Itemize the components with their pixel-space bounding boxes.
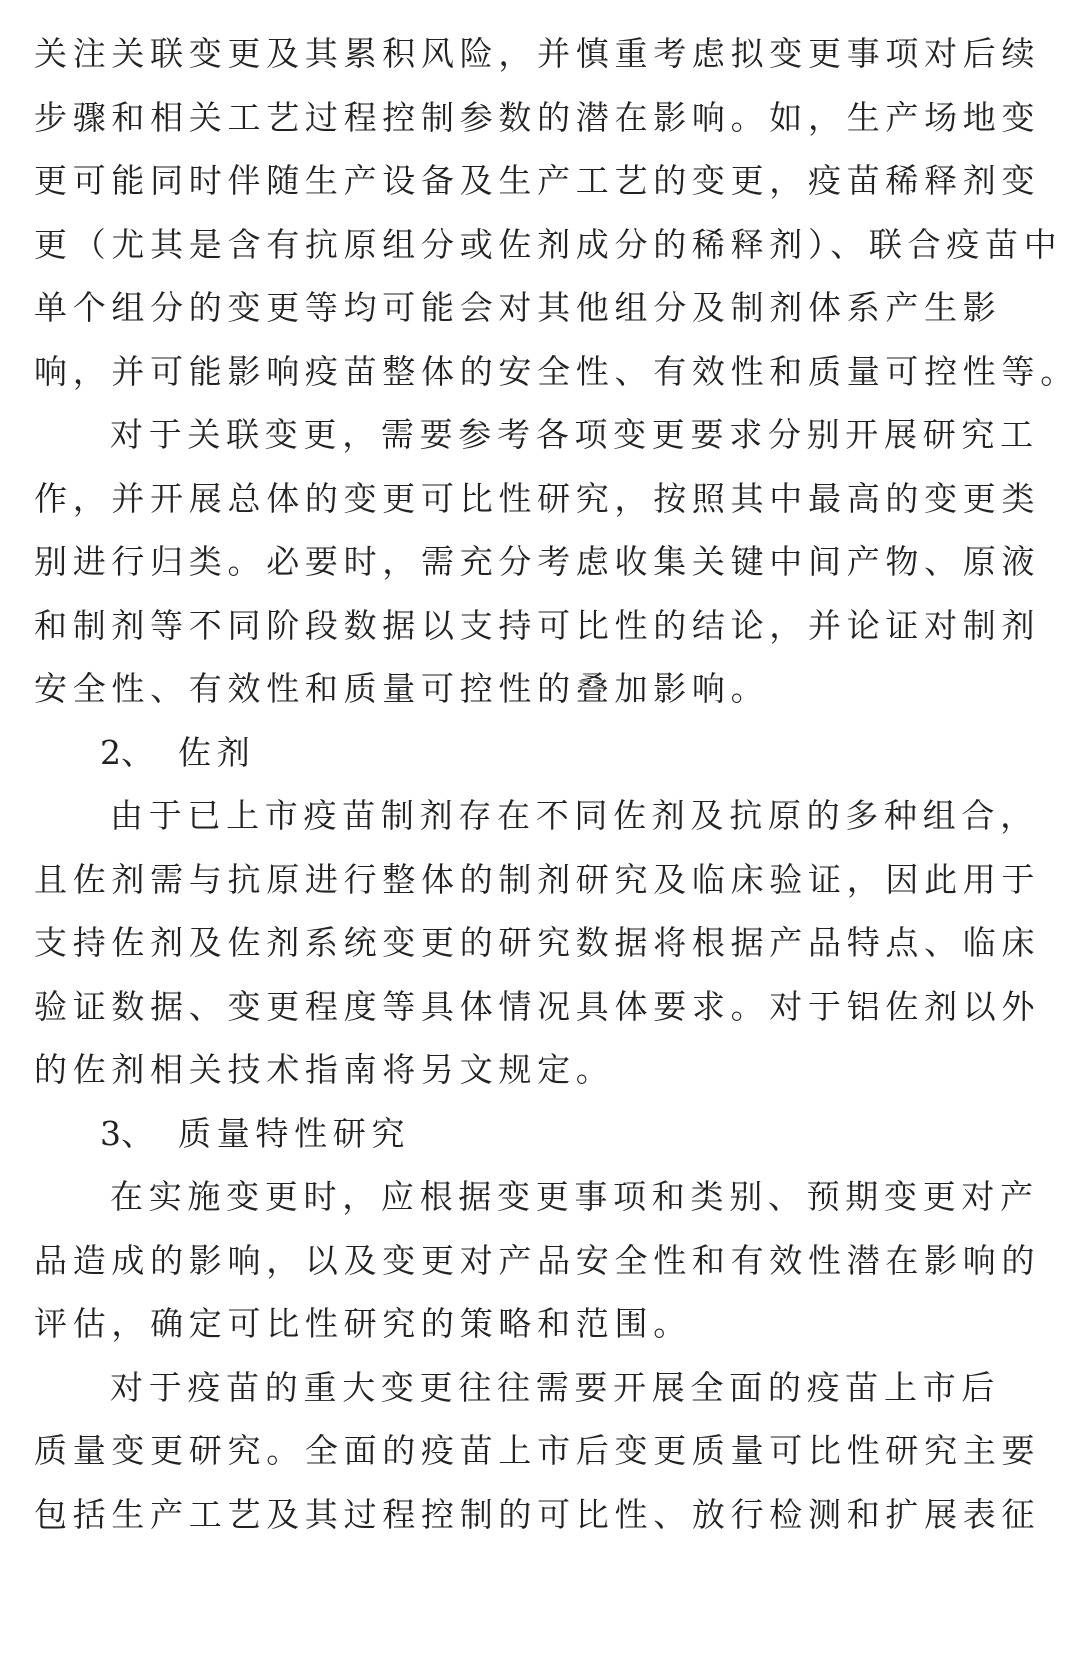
text-line: 关注关联变更及其累积风险，并慎重考虑拟变更事项对后续: [34, 34, 1041, 73]
text-line: 别进行归类。必要时，需充分考虑收集关键中间产物、原液: [34, 542, 1041, 581]
section-number: 2、: [100, 732, 154, 772]
section-number: 3、: [100, 1113, 154, 1153]
text-line: 品造成的影响，以及变更对产品安全性和有效性潜在影响的: [34, 1240, 1041, 1280]
section-title: 质量特性研究: [178, 1113, 411, 1153]
text-line: 支持佐剂及佐剂系统变更的研究数据将根据产品特点、临床: [34, 923, 1041, 962]
text-line: 作，并开展总体的变更可比性研究，按照其中最高的变更类: [34, 478, 1041, 518]
text-line: 对于疫苗的重大变更往往需要开展全面的疫苗上市后: [110, 1367, 1001, 1407]
text-line: 在实施变更时，应根据变更事项和类别、预期变更对产: [110, 1177, 1039, 1216]
text-line: 且佐剂需与抗原进行整体的制剂研究及临床验证，因此用于: [34, 859, 1041, 899]
text-line: 响，并可能影响疫苗整体的安全性、有效性和质量可控性等。: [34, 351, 1079, 391]
text-line: 和制剂等不同阶段数据以支持可比性的结论，并论证对制剂: [34, 605, 1041, 645]
text-line: 评估，确定可比性研究的策略和范围。: [34, 1304, 692, 1343]
text-line: 由于已上市疫苗制剂存在不同佐剂及抗原的多种组合，: [110, 796, 1039, 835]
text-line: 步骤和相关工艺过程控制参数的潜在影响。如，生产场地变: [34, 97, 1041, 137]
text-line: 包括生产工艺及其过程控制的可比性、放行检测和扩展表征: [34, 1494, 1041, 1534]
text-line: 单个组分的变更等均可能会对其他组分及制剂体系产生影: [34, 288, 1002, 327]
text-line: 验证数据、变更程度等具体情况具体要求。对于铝佐剂以外: [34, 986, 1041, 1026]
text-line: 对于关联变更，需要参考各项变更要求分别开展研究工: [110, 415, 1039, 454]
section-title: 佐剂: [178, 732, 256, 772]
section-heading-quality: [34, 1102, 984, 1166]
text-line: 更（尤其是含有抗原组分或佐剂成分的稀释剂）、联合疫苗中: [34, 224, 1063, 264]
text-line: 的佐剂相关技术指南将另文规定。: [34, 1050, 615, 1089]
document-page: [34, 22, 1079, 1546]
text-line: 质量变更研究。全面的疫苗上市后变更质量可比性研究主要: [34, 1431, 1041, 1470]
text-line: 更可能同时伴随生产设备及生产工艺的变更，疫苗稀释剂变: [34, 161, 1041, 200]
text-line: 安全性、有效性和质量可控性的叠加影响。: [34, 669, 770, 708]
section-heading-adjuvant: [34, 721, 984, 785]
